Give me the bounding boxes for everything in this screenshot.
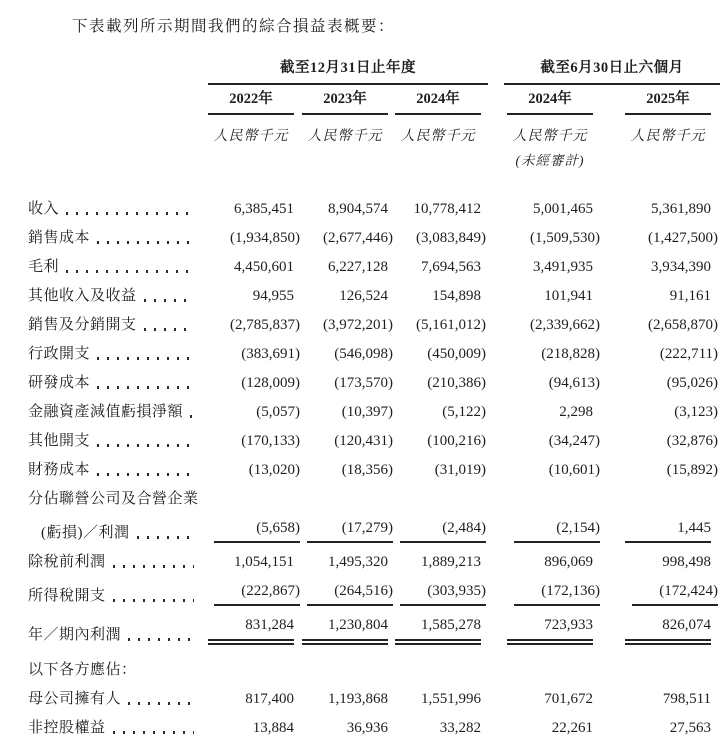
table-row: [28, 340, 720, 369]
cell-value: [504, 282, 602, 311]
cell-value: [602, 577, 720, 611]
column-gap: [488, 224, 504, 253]
cell-value: [302, 577, 395, 611]
cell-value: [302, 485, 395, 514]
cell-value: [395, 282, 488, 311]
value-text: (94,613): [548, 375, 601, 391]
column-gap: [488, 119, 504, 151]
cell-value: [302, 713, 395, 742]
column-gap: [488, 427, 504, 456]
row-label: [28, 175, 208, 224]
value-text: (2,677,446): [323, 230, 393, 246]
column-gap: [488, 611, 504, 650]
value-text: 701,672: [544, 690, 594, 707]
table-header: [28, 54, 720, 175]
col-group-interim: 截至6月30日止六個月: [504, 54, 720, 84]
row-label-text: 其他開支: [28, 433, 91, 449]
cell-value: [395, 340, 488, 369]
value-text: 723,933: [507, 615, 593, 645]
value-text: 1,054,151: [234, 554, 294, 570]
column-gap: [488, 485, 504, 514]
cell-value: [602, 650, 720, 685]
value-text: (3,972,201): [323, 317, 393, 333]
unit-label: 人民幣千元: [512, 129, 588, 144]
table-row: [28, 253, 720, 282]
value-text: (2,154): [514, 518, 600, 543]
row-label: [28, 548, 208, 577]
cell-value: [302, 398, 395, 427]
year-label: 2024年: [395, 89, 481, 115]
value-text: (10,397): [341, 404, 393, 420]
table-body: [28, 175, 720, 742]
value-text: (2,658,870): [648, 317, 719, 333]
note-header-row: [28, 151, 720, 175]
cell-value: [504, 427, 602, 456]
cell-value: [208, 175, 302, 224]
cell-value: [302, 224, 395, 253]
dot-leader: [97, 386, 194, 389]
row-label-text: 銷售及分銷開支: [28, 317, 137, 333]
value-text: 3,934,390: [651, 259, 712, 275]
row-label-text: 毛利: [28, 259, 60, 275]
value-text: (172,136): [514, 581, 600, 606]
dot-leader: [97, 444, 194, 447]
value-text: 1,495,320: [328, 554, 388, 570]
table-row: [28, 398, 720, 427]
cell-value: [602, 175, 720, 224]
dot-leader: [113, 731, 194, 734]
row-label: [28, 224, 208, 253]
cell-value: [208, 514, 302, 548]
value-text: (210,386): [427, 375, 487, 391]
value-text: (100,216): [427, 433, 487, 449]
column-gap: [488, 684, 504, 713]
value-text: (1,934,850): [230, 230, 300, 246]
cell-value: [395, 577, 488, 611]
cell-value: [302, 369, 395, 398]
row-label-text: 銷售成本: [28, 230, 91, 246]
dot-leader: [190, 415, 194, 418]
cell-value: [504, 514, 602, 548]
column-gap: [488, 650, 504, 685]
year-header: [602, 84, 720, 119]
unit-header: [302, 119, 395, 151]
table-row: [28, 548, 720, 577]
value-text: (5,122): [442, 404, 487, 420]
cell-value: [504, 577, 602, 611]
cell-value: [504, 611, 602, 650]
row-label: [28, 684, 208, 713]
cell-value: [395, 548, 488, 577]
cell-value: [302, 684, 395, 713]
table-row: [28, 611, 720, 650]
cell-value: [504, 175, 602, 224]
dot-leader: [113, 565, 194, 568]
document-page: [0, 16, 722, 736]
cell-value: [395, 427, 488, 456]
cell-value: [208, 684, 302, 713]
table-row: [28, 282, 720, 311]
cell-value: [602, 456, 720, 485]
value-text: 5,001,465: [533, 201, 594, 217]
unit-header-row: [28, 119, 720, 151]
column-gap: [488, 282, 504, 311]
income-statement-table: [28, 54, 720, 742]
cell-value: [302, 175, 395, 224]
value-text: (218,828): [541, 346, 601, 362]
cell-value: [504, 713, 602, 742]
cell-value: [602, 713, 720, 742]
row-label: [28, 514, 208, 548]
row-label-text: 財務成本: [28, 462, 91, 478]
row-label: [28, 253, 208, 282]
value-text: 33,282: [439, 719, 481, 736]
unit-header: [208, 119, 302, 151]
value-text: (2,785,837): [230, 317, 300, 333]
cell-value: [602, 548, 720, 577]
cell-value: [504, 253, 602, 282]
value-text: 22,261: [551, 719, 594, 736]
row-label: [28, 340, 208, 369]
header-spacer: [28, 54, 208, 84]
value-text: 1,585,278: [395, 615, 481, 645]
value-text: (15,892): [666, 462, 719, 478]
value-text: (173,570): [334, 375, 393, 391]
unit-label: 人民幣千元: [213, 129, 289, 144]
intro-text: 下表載列所示期間我們的綜合損益表概要：: [72, 18, 396, 35]
year-header: [208, 84, 302, 119]
row-label-text: 非控股權益: [28, 719, 106, 736]
dot-leader: [113, 599, 194, 602]
cell-value: [602, 485, 720, 514]
unit-header: [395, 119, 488, 151]
cell-value: [208, 485, 302, 514]
cell-value: [302, 650, 395, 685]
cell-value: [302, 427, 395, 456]
value-text: 94,955: [252, 288, 294, 304]
value-text: (34,247): [548, 433, 601, 449]
cell-value: [602, 369, 720, 398]
table-row: [28, 224, 720, 253]
value-text: 2,298: [559, 404, 594, 420]
value-text: (128,009): [241, 375, 300, 391]
cell-value: [395, 224, 488, 253]
cell-value: [504, 398, 602, 427]
cell-value: [395, 713, 488, 742]
row-label: [28, 369, 208, 398]
cell-value: [602, 224, 720, 253]
table-row: [28, 684, 720, 713]
value-text: 27,563: [669, 719, 712, 736]
row-label-text: 收入: [28, 201, 60, 217]
unit-label: 人民幣千元: [307, 129, 383, 144]
cell-value: [208, 224, 302, 253]
table-row: [28, 577, 720, 611]
value-text: (1,427,500): [648, 230, 719, 246]
cell-value: [208, 548, 302, 577]
dot-leader: [128, 702, 194, 705]
header-spacer: [28, 151, 208, 175]
cell-value: [504, 456, 602, 485]
value-text: (3,123): [674, 404, 719, 420]
cell-value: [602, 611, 720, 650]
value-text: (32,876): [666, 433, 719, 449]
cell-value: [395, 456, 488, 485]
column-gap: [488, 253, 504, 282]
table-row: [28, 650, 720, 685]
year-header-row: [28, 84, 720, 119]
cell-value: [395, 253, 488, 282]
cell-value: [208, 427, 302, 456]
table-row: [28, 485, 720, 514]
year-label: 2023年: [302, 89, 388, 115]
value-text: 154,898: [432, 288, 481, 304]
column-gap: [488, 311, 504, 340]
table-row: [28, 427, 720, 456]
cell-value: [302, 514, 395, 548]
header-spacer: [28, 119, 208, 151]
cell-value: [208, 282, 302, 311]
row-label: [28, 485, 208, 514]
value-text: 36,936: [346, 719, 388, 736]
value-text: 826,074: [625, 615, 711, 645]
value-text: 1,551,996: [421, 690, 481, 707]
value-text: (546,098): [334, 346, 393, 362]
column-gap: [488, 577, 504, 611]
unaudited-note: [504, 151, 602, 175]
cell-value: [302, 253, 395, 282]
cell-value: [602, 311, 720, 340]
column-gap: [488, 398, 504, 427]
column-gap: [488, 54, 504, 84]
cell-value: [208, 340, 302, 369]
value-text: 4,450,601: [234, 259, 294, 275]
cell-value: [208, 713, 302, 742]
row-label-text: 所得稅開支: [28, 588, 106, 604]
group-header-row: [28, 54, 720, 84]
cell-value: [602, 684, 720, 713]
cell-value: [395, 485, 488, 514]
value-text: 91,161: [669, 288, 712, 304]
cell-value: [504, 684, 602, 713]
cell-value: [208, 253, 302, 282]
row-label: [28, 311, 208, 340]
row-label-text: 除稅前利潤: [28, 554, 106, 570]
cell-value: [602, 398, 720, 427]
unit-label: 人民幣千元: [630, 129, 706, 144]
dot-leader: [144, 299, 194, 302]
dot-leader: [97, 473, 194, 476]
cell-value: [208, 311, 302, 340]
table-row: [28, 456, 720, 485]
column-gap: [488, 713, 504, 742]
cell-value: [395, 175, 488, 224]
value-text: 3,491,935: [533, 259, 594, 275]
year-header: [302, 84, 395, 119]
dot-leader: [97, 357, 194, 360]
value-text: 6,227,128: [328, 259, 388, 275]
column-gap: [488, 151, 504, 175]
column-gap: [488, 548, 504, 577]
year-header: [395, 84, 488, 119]
value-text: (3,083,849): [416, 230, 487, 246]
header-spacer: [28, 84, 208, 119]
table-row: [28, 175, 720, 224]
row-label-text: 母公司擁有人: [28, 690, 122, 707]
row-label: [28, 427, 208, 456]
row-label-text: 分佔聯營公司及合營企業: [28, 491, 199, 507]
value-text: 6,385,451: [234, 201, 294, 217]
value-text: (5,057): [256, 404, 300, 420]
cell-value: [302, 311, 395, 340]
value-text: 13,884: [252, 719, 294, 736]
cell-value: [504, 340, 602, 369]
table-row: [28, 311, 720, 340]
cell-value: [302, 340, 395, 369]
table-row: [28, 713, 720, 742]
cell-value: [302, 456, 395, 485]
value-text: 8,904,574: [328, 201, 388, 217]
row-label: [28, 398, 208, 427]
unit-header: [504, 119, 602, 151]
row-label-text: 其他收入及收益: [28, 288, 137, 304]
column-gap: [488, 369, 504, 398]
cell-value: [208, 577, 302, 611]
value-text: 5,361,890: [651, 201, 712, 217]
col-group-annual: 截至12月31日止年度: [208, 54, 488, 84]
cell-value: [302, 282, 395, 311]
cell-value: [602, 427, 720, 456]
dot-leader: [144, 328, 194, 331]
unit-label: 人民幣千元: [400, 129, 476, 144]
value-text: (95,026): [666, 375, 719, 391]
value-text: (18,356): [341, 462, 393, 478]
value-text: (2,339,662): [530, 317, 601, 333]
cell-value: [395, 684, 488, 713]
row-label: [28, 456, 208, 485]
value-text: 1,889,213: [421, 554, 481, 570]
value-text: (5,161,012): [416, 317, 487, 333]
dot-leader: [97, 241, 194, 244]
value-text: (13,020): [248, 462, 300, 478]
value-text: (31,019): [434, 462, 487, 478]
value-text: (172,424): [632, 581, 718, 606]
year-label: 2024年: [507, 89, 593, 115]
dot-leader: [66, 270, 194, 273]
row-label: [28, 577, 208, 611]
row-label-text: 行政開支: [28, 346, 91, 362]
value-text: (10,601): [548, 462, 601, 478]
cell-value: [602, 340, 720, 369]
value-text: (170,133): [241, 433, 300, 449]
column-gap: [488, 340, 504, 369]
value-text: (1,509,530): [530, 230, 601, 246]
value-text: (17,279): [307, 518, 393, 543]
row-label-text: (虧損)／利潤: [41, 525, 130, 541]
row-label: [28, 611, 208, 650]
cell-value: [602, 282, 720, 311]
value-text: 831,284: [208, 615, 294, 645]
cell-value: [395, 398, 488, 427]
value-text: (450,009): [427, 346, 487, 362]
row-label-text: 研發成本: [28, 375, 91, 391]
unaudited-note-label: (未經審計): [515, 153, 585, 168]
cell-value: [504, 224, 602, 253]
value-text: (222,711): [659, 346, 719, 362]
value-text: 896,069: [544, 554, 594, 570]
row-label-text: 以下各方應佔：: [28, 661, 137, 678]
value-text: 1,445: [625, 518, 711, 543]
cell-value: [504, 650, 602, 685]
value-text: 798,511: [662, 690, 712, 707]
cell-value: [302, 611, 395, 650]
column-gap: [488, 84, 504, 119]
value-text: (303,935): [400, 581, 486, 606]
value-text: 817,400: [245, 690, 294, 707]
cell-value: [602, 514, 720, 548]
cell-value: [395, 611, 488, 650]
cell-value: [208, 611, 302, 650]
year-header: [504, 84, 602, 119]
value-text: 998,498: [662, 554, 712, 570]
column-gap: [488, 175, 504, 224]
value-text: (120,431): [334, 433, 393, 449]
value-text: 126,524: [339, 288, 388, 304]
value-text: 1,230,804: [302, 615, 388, 645]
cell-value: [208, 650, 302, 685]
row-label: [28, 713, 208, 742]
dot-leader: [66, 212, 194, 215]
cell-value: [602, 253, 720, 282]
cell-value: [395, 369, 488, 398]
cell-value: [208, 369, 302, 398]
cell-value: [504, 548, 602, 577]
cell-value: [504, 311, 602, 340]
row-label: [28, 282, 208, 311]
value-text: (383,691): [241, 346, 300, 362]
cell-value: [395, 650, 488, 685]
value-text: 10,778,412: [413, 201, 481, 217]
unit-header: [602, 119, 720, 151]
table-row: [28, 369, 720, 398]
cell-value: [504, 485, 602, 514]
year-label: 2025年: [625, 89, 711, 115]
dot-leader: [137, 536, 195, 539]
value-text: 1,193,868: [328, 690, 388, 707]
table-row: [28, 514, 720, 548]
year-label: 2022年: [208, 89, 294, 115]
value-text: (222,867): [214, 581, 300, 606]
row-label: [28, 650, 208, 685]
row-label-text: 金融資產減值虧損淨額: [28, 404, 184, 420]
column-gap: [488, 456, 504, 485]
value-text: 7,694,563: [421, 259, 481, 275]
cell-value: [302, 548, 395, 577]
column-gap: [488, 514, 504, 548]
cell-value: [395, 311, 488, 340]
value-text: (264,516): [307, 581, 393, 606]
dot-leader: [128, 638, 194, 641]
value-text: 101,941: [544, 288, 594, 304]
cell-value: [208, 456, 302, 485]
value-text: (5,658): [214, 518, 300, 543]
cell-value: [395, 514, 488, 548]
cell-value: [504, 369, 602, 398]
value-text: (2,484): [400, 518, 486, 543]
cell-value: [208, 398, 302, 427]
row-label-text: 年／期內利潤: [28, 627, 122, 643]
